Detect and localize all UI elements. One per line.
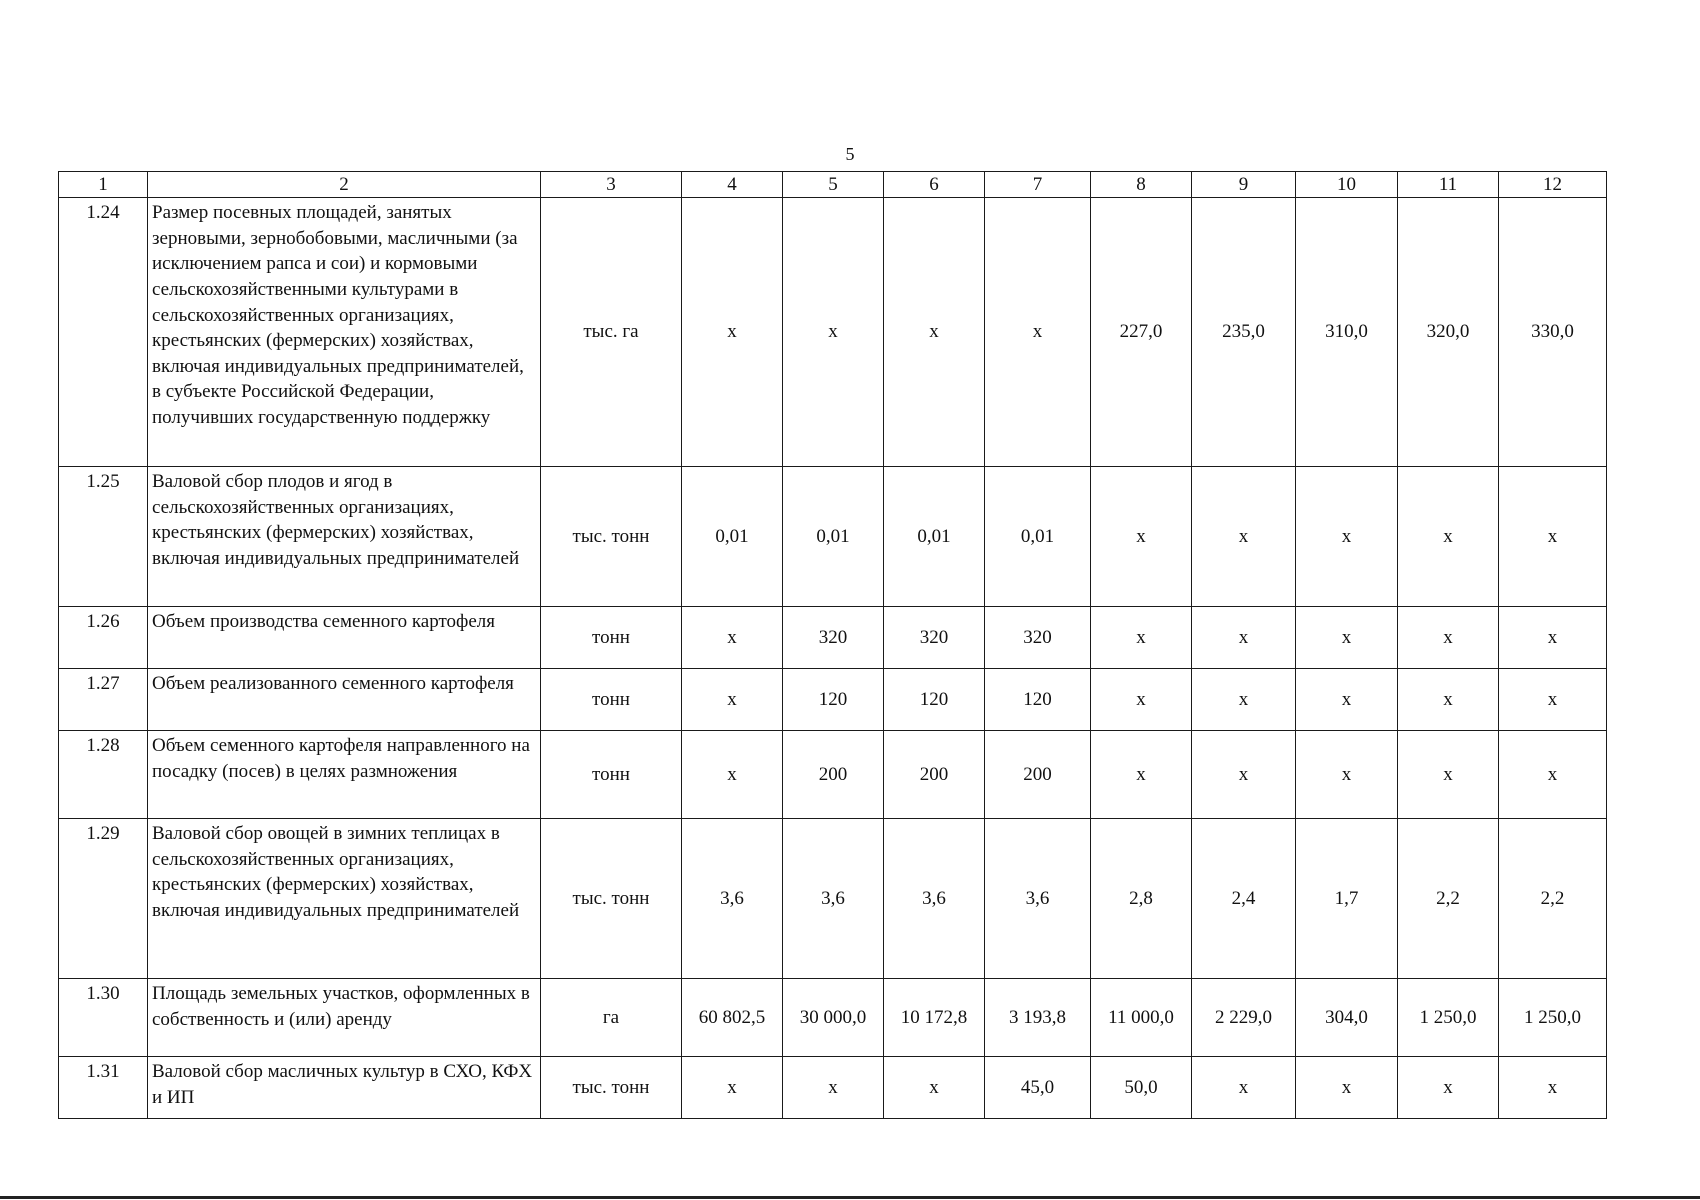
value-cell: 3,6 (682, 819, 783, 979)
row-number: 1.25 (59, 467, 148, 607)
indicators-table (58, 171, 1607, 1119)
value-cell: 200 (884, 731, 985, 819)
indicator-name: Валовой сбор масличных культур в СХО, КФХ и ИП (148, 1057, 541, 1119)
column-header: 12 (1499, 172, 1607, 198)
row-number: 1.28 (59, 731, 148, 819)
value-cell: х (1398, 467, 1499, 607)
value-cell: 0,01 (985, 467, 1091, 607)
column-header: 2 (148, 172, 541, 198)
value-cell: 30 000,0 (783, 979, 884, 1057)
scan-edge-line (0, 1196, 1700, 1199)
value-cell: х (1499, 731, 1607, 819)
value-cell: 200 (985, 731, 1091, 819)
value-cell: х (1091, 607, 1192, 669)
value-cell: х (985, 198, 1091, 467)
value-cell: 200 (783, 731, 884, 819)
value-cell: х (682, 198, 783, 467)
value-cell: х (1499, 1057, 1607, 1119)
value-cell: х (1091, 731, 1192, 819)
page-number: 5 (845, 144, 855, 164)
value-cell: х (783, 198, 884, 467)
table-row (59, 669, 1607, 731)
unit-cell: тонн (541, 669, 682, 731)
value-cell: 320,0 (1398, 198, 1499, 467)
table-row (59, 979, 1607, 1057)
value-cell: х (1296, 669, 1398, 731)
value-cell: 2 229,0 (1192, 979, 1296, 1057)
value-cell: х (1499, 607, 1607, 669)
indicator-name: Объем производства семенного картофеля (148, 607, 541, 669)
value-cell: х (1296, 1057, 1398, 1119)
value-cell: х (1192, 669, 1296, 731)
row-number: 1.30 (59, 979, 148, 1057)
value-cell: 320 (985, 607, 1091, 669)
row-number: 1.27 (59, 669, 148, 731)
value-cell: 2,2 (1398, 819, 1499, 979)
value-cell: х (1296, 467, 1398, 607)
value-cell: х (783, 1057, 884, 1119)
value-cell: 120 (783, 669, 884, 731)
value-cell: х (884, 1057, 985, 1119)
row-number: 1.29 (59, 819, 148, 979)
value-cell: 235,0 (1192, 198, 1296, 467)
value-cell: х (682, 731, 783, 819)
column-header: 4 (682, 172, 783, 198)
value-cell: 50,0 (1091, 1057, 1192, 1119)
value-cell: 60 802,5 (682, 979, 783, 1057)
value-cell: 310,0 (1296, 198, 1398, 467)
value-cell: 0,01 (682, 467, 783, 607)
unit-cell: тонн (541, 607, 682, 669)
table-row (59, 198, 1607, 467)
indicator-name: Объем семенного картофеля направленного на посадку (посев) в целях размножения (148, 731, 541, 819)
value-cell: х (1398, 1057, 1499, 1119)
table-row (59, 731, 1607, 819)
column-header: 10 (1296, 172, 1398, 198)
value-cell: 120 (985, 669, 1091, 731)
value-cell: х (682, 669, 783, 731)
value-cell: 3 193,8 (985, 979, 1091, 1057)
value-cell: 11 000,0 (1091, 979, 1192, 1057)
value-cell: х (1398, 669, 1499, 731)
value-cell: х (682, 1057, 783, 1119)
table-row (59, 467, 1607, 607)
value-cell: 3,6 (783, 819, 884, 979)
value-cell: 2,8 (1091, 819, 1192, 979)
value-cell: х (1398, 607, 1499, 669)
unit-cell: тонн (541, 731, 682, 819)
row-number: 1.26 (59, 607, 148, 669)
value-cell: х (1499, 669, 1607, 731)
value-cell: х (1091, 467, 1192, 607)
column-header: 11 (1398, 172, 1499, 198)
value-cell: 320 (884, 607, 985, 669)
value-cell: 304,0 (1296, 979, 1398, 1057)
indicator-name: Объем реализованного семенного картофеля (148, 669, 541, 731)
value-cell: 3,6 (884, 819, 985, 979)
value-cell: 227,0 (1091, 198, 1192, 467)
value-cell: х (1192, 607, 1296, 669)
indicator-name: Валовой сбор овощей в зимних теплицах в сельскохозяйственных организациях, крестьянских (фермерских) хозяйствах, включая индивидуальных предпринимателей (148, 819, 541, 979)
value-cell: х (1499, 467, 1607, 607)
value-cell: 2,4 (1192, 819, 1296, 979)
value-cell: 45,0 (985, 1057, 1091, 1119)
column-header: 6 (884, 172, 985, 198)
column-header: 5 (783, 172, 884, 198)
value-cell: 120 (884, 669, 985, 731)
indicator-name: Валовой сбор плодов и ягод в сельскохозяйственных организациях, крестьянских (фермерских) хозяйствах, включая индивидуальных предпринимателей (148, 467, 541, 607)
value-cell: х (1398, 731, 1499, 819)
value-cell: 0,01 (884, 467, 985, 607)
table-row (59, 1057, 1607, 1119)
value-cell: 1,7 (1296, 819, 1398, 979)
value-cell: х (1192, 467, 1296, 607)
value-cell: 1 250,0 (1499, 979, 1607, 1057)
value-cell: 330,0 (1499, 198, 1607, 467)
row-number: 1.24 (59, 198, 148, 467)
unit-cell: тыс. га (541, 198, 682, 467)
table-row (59, 819, 1607, 979)
value-cell: 0,01 (783, 467, 884, 607)
column-header: 1 (59, 172, 148, 198)
column-header: 8 (1091, 172, 1192, 198)
unit-cell: га (541, 979, 682, 1057)
unit-cell: тыс. тонн (541, 1057, 682, 1119)
unit-cell: тыс. тонн (541, 819, 682, 979)
value-cell: 1 250,0 (1398, 979, 1499, 1057)
table-header-row (59, 172, 1607, 198)
value-cell: х (884, 198, 985, 467)
value-cell: х (1192, 1057, 1296, 1119)
value-cell: 10 172,8 (884, 979, 985, 1057)
value-cell: х (1296, 731, 1398, 819)
column-header: 3 (541, 172, 682, 198)
value-cell: 2,2 (1499, 819, 1607, 979)
value-cell: х (1296, 607, 1398, 669)
table-row (59, 607, 1607, 669)
indicator-name: Размер посевных площадей, занятых зерновыми, зернобобовыми, масличными (за исключением рапса и сои) и кормовыми сельскохозяйственными культурами в сельскохозяйственных организациях, крестьянских (фермерских) хозяйствах, включая индивидуальных предпринимателей, в субъекте Российской Федерации, получивших государственную поддержку (148, 198, 541, 467)
value-cell: х (1091, 669, 1192, 731)
value-cell: х (1192, 731, 1296, 819)
column-header: 9 (1192, 172, 1296, 198)
value-cell: 3,6 (985, 819, 1091, 979)
value-cell: х (682, 607, 783, 669)
indicator-name: Площадь земельных участков, оформленных в собственность и (или) аренду (148, 979, 541, 1057)
value-cell: 320 (783, 607, 884, 669)
column-header: 7 (985, 172, 1091, 198)
row-number: 1.31 (59, 1057, 148, 1119)
unit-cell: тыс. тонн (541, 467, 682, 607)
